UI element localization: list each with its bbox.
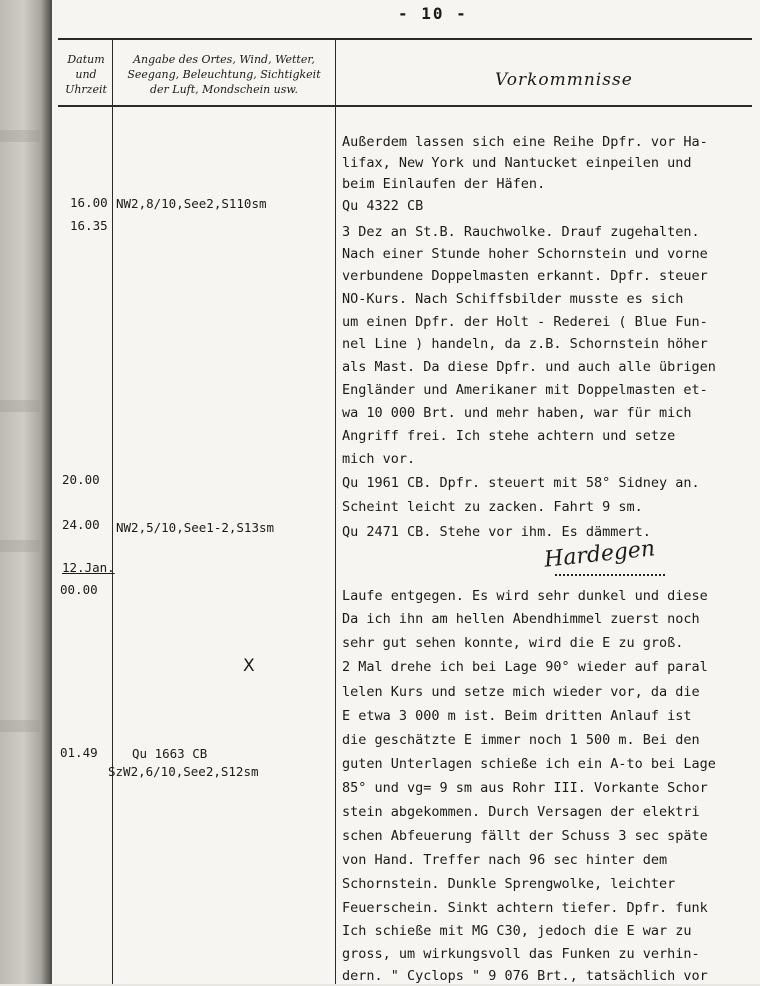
- bleed-through-mark: [0, 400, 40, 412]
- body-line: Feuerschein. Sinkt achtern tiefer. Dpfr. funk: [342, 900, 708, 916]
- header-line: Angabe des Ortes, Wind, Wetter,: [133, 53, 315, 66]
- body-line: Angriff frei. Ich stehe achtern und setze: [342, 428, 676, 444]
- body-line: Schornstein. Dunkle Sprengwolke, leichter: [342, 876, 676, 892]
- time-entry: 16.00: [70, 195, 108, 210]
- time-entry: 24.00: [62, 517, 100, 532]
- time-entry: 16.35: [70, 218, 108, 233]
- body-line: 2 Mal drehe ich bei Lage 90° wieder auf paral: [342, 659, 708, 675]
- time-entry: 01.49: [60, 745, 98, 760]
- bleed-through-mark: [0, 540, 40, 552]
- header-line: Seegang, Beleuchtung, Sichtigkeit: [127, 68, 321, 81]
- body-line: beim Einlaufen der Häfen.: [342, 176, 546, 192]
- header-date-time: [60, 52, 112, 97]
- column-divider: [335, 38, 336, 984]
- header-line: Uhrzeit: [65, 83, 107, 96]
- body-line: als Mast. Da diese Dpfr. und auch alle übrigen: [342, 359, 716, 375]
- body-line: Laufe entgegen. Es wird sehr dunkel und diese: [342, 588, 708, 604]
- body-line: mich vor.: [342, 451, 416, 467]
- body-line: sehr gut sehen konnte, wird die E zu groß.: [342, 635, 684, 651]
- body-line: E etwa 3 000 m ist. Beim dritten Anlauf ist: [342, 708, 692, 724]
- bleed-through-mark: [0, 720, 40, 732]
- body-line: Qu 4322 CB: [342, 198, 424, 214]
- body-line: Außerdem lassen sich eine Reihe Dpfr. vor Ha-: [342, 134, 708, 150]
- body-line: Da ich ihn am hellen Abendhimmel zuerst noch: [342, 611, 700, 627]
- header-line: Datum: [67, 53, 105, 66]
- header-line: und: [75, 68, 97, 81]
- position-entry: Qu 1663 CB: [132, 746, 208, 761]
- body-line: verbundene Doppelmasten erkannt. Dpfr. steuer: [342, 268, 708, 284]
- body-line: gross, um wirkungsvoll das Funken zu verhin-: [342, 946, 700, 962]
- header-conditions: [114, 52, 334, 97]
- column-divider: [112, 38, 113, 984]
- body-line: stein abgekommen. Durch Versagen der elektri: [342, 804, 700, 820]
- body-line: guten Unterlagen schieße ich ein A-to bei Lage: [342, 756, 716, 772]
- time-entry: 00.00: [60, 582, 98, 597]
- signature-dotted-line: [555, 574, 665, 576]
- body-line: schen Abfeuerung fällt der Schuss 3 sec späte: [342, 828, 708, 844]
- time-entry: 20.00: [62, 472, 100, 487]
- header-bottom-rule: [58, 105, 752, 107]
- body-line: lifax, New York und Nantucket einpeilen und: [342, 155, 692, 171]
- body-line: von Hand. Treffer nach 96 sec hinter dem: [342, 852, 668, 868]
- body-line: Scheint leicht zu zacken. Fahrt 9 sm.: [342, 499, 643, 515]
- date-entry: 12.Jan.: [62, 560, 115, 575]
- body-line: Ich schieße mit MG C30, jedoch die E war zu: [342, 923, 692, 939]
- header-events: Vorkommnisse: [495, 70, 633, 90]
- body-line: 3 Dez an St.B. Rauchwolke. Drauf zugehalten.: [342, 224, 700, 240]
- body-line: die geschätzte E immer noch 1 500 m. Bei den: [342, 732, 700, 748]
- body-line: Engländer und Amerikaner mit Doppelmasten et-: [342, 382, 708, 398]
- body-line: Qu 1961 CB. Dpfr. steuert mit 58° Sidney an.: [342, 475, 700, 491]
- weather-entry: NW2,8/10,See2,S110sm: [116, 196, 267, 211]
- header-line: der Luft, Mondschein usw.: [149, 83, 299, 96]
- body-line: 85° und vg= 9 sm aus Rohr III. Vorkante Schor: [342, 780, 708, 796]
- bleed-through-mark: [0, 130, 40, 142]
- table-top-rule: [58, 38, 752, 40]
- page-number: - 10 -: [398, 4, 468, 23]
- body-line: Qu 2471 CB. Stehe vor ihm. Es dämmert.: [342, 524, 651, 540]
- body-line: Nach einer Stunde hoher Schornstein und vorne: [342, 246, 708, 262]
- body-line: NO-Kurs. Nach Schiffsbilder musste es sich: [342, 291, 684, 307]
- body-line: wa 10 000 Brt. und mehr haben, war für mich: [342, 405, 692, 421]
- weather-entry: NW2,5/10,See1-2,S13sm: [116, 520, 275, 535]
- handwritten-signature: Hardegen: [542, 536, 657, 573]
- weather-entry: SzW2,6/10,See2,S12sm: [108, 764, 259, 779]
- body-line: um einen Dpfr. der Holt - Rederei ( Blue Fun-: [342, 314, 708, 330]
- body-line: lelen Kurs und setze mich wieder vor, da die: [342, 684, 700, 700]
- body-line: nel Line ) handeln, da z.B. Schornstein höher: [342, 336, 708, 352]
- book-binding-shadow: [0, 0, 52, 984]
- margin-cross-mark: X: [243, 656, 255, 676]
- body-line: dern. " Cyclops " 9 076 Brt., tatsächlich vor: [342, 968, 708, 984]
